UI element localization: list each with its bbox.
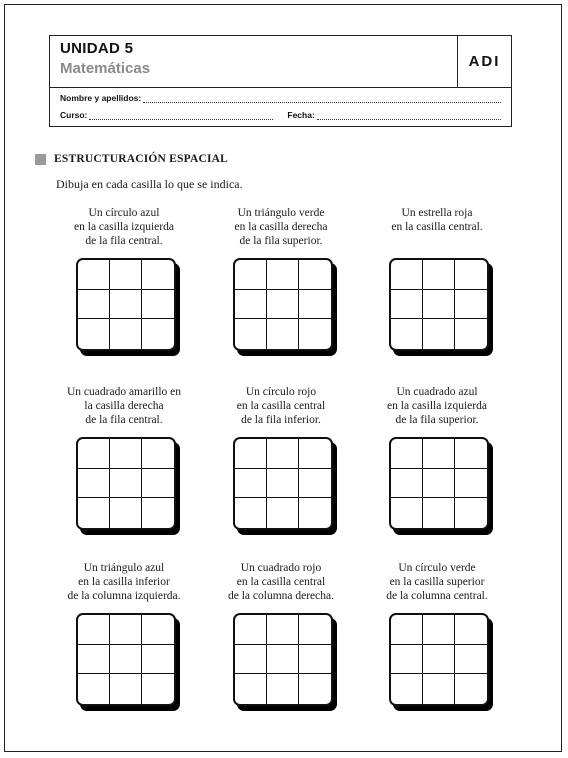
course-date-row xyxy=(60,110,501,120)
grid-cell[interactable] xyxy=(423,290,455,320)
grid-cell[interactable] xyxy=(391,615,423,645)
instruction-text: Dibuja en cada casilla lo que se indica. xyxy=(56,177,243,191)
grid-cell[interactable] xyxy=(391,498,423,528)
course-blank-line[interactable] xyxy=(89,111,273,120)
drawing-grid[interactable] xyxy=(389,613,496,713)
grid-cell[interactable] xyxy=(142,615,174,645)
grid-cell[interactable] xyxy=(455,319,487,349)
name-field[interactable] xyxy=(60,93,501,103)
grid-cell[interactable] xyxy=(455,498,487,528)
name-blank-line[interactable] xyxy=(143,94,501,103)
instruction-line: en la casilla derecha xyxy=(234,221,328,233)
grid-cell[interactable] xyxy=(267,260,299,290)
instruction-line: en la casilla superior xyxy=(389,576,485,588)
grid-cell[interactable] xyxy=(423,319,455,349)
instruction-line: en la casilla central. xyxy=(391,221,483,233)
exercise-instruction xyxy=(357,561,517,603)
instruction-line: la casilla derecha xyxy=(84,400,164,412)
grid-cell[interactable] xyxy=(391,260,423,290)
grid-cell[interactable] xyxy=(110,319,142,349)
grid-cell[interactable] xyxy=(142,290,174,320)
exercise-instruction xyxy=(201,561,361,603)
grid-cell[interactable] xyxy=(423,439,455,469)
grid-cell[interactable] xyxy=(299,319,331,349)
instruction-line: de la fila central. xyxy=(85,414,163,426)
grid-cell[interactable] xyxy=(78,645,110,675)
grid-cell[interactable] xyxy=(299,615,331,645)
course-label: Curso: xyxy=(60,110,88,120)
date-blank-line[interactable] xyxy=(317,111,501,120)
drawing-grid[interactable] xyxy=(389,437,496,537)
exercise-instruction xyxy=(44,385,204,427)
name-label: Nombre y apellidos: xyxy=(60,93,142,103)
grid-cell[interactable] xyxy=(391,469,423,499)
instruction-line: de la fila superior. xyxy=(395,414,479,426)
instruction-line: de la columna central. xyxy=(386,590,488,602)
grid-cell[interactable] xyxy=(423,469,455,499)
grid-cell[interactable] xyxy=(267,290,299,320)
grid-3x3 xyxy=(389,613,489,706)
grid-cell[interactable] xyxy=(455,439,487,469)
instruction-line: Un círculo rojo xyxy=(245,386,317,398)
grid-cell[interactable] xyxy=(455,290,487,320)
grid-cell[interactable] xyxy=(78,290,110,320)
grid-cell[interactable] xyxy=(78,674,110,704)
grid-cell[interactable] xyxy=(267,469,299,499)
instruction-line: en la casilla izquierda xyxy=(74,221,174,233)
grid-cell[interactable] xyxy=(78,615,110,645)
grid-3x3 xyxy=(76,613,176,706)
grid-cell[interactable] xyxy=(235,615,267,645)
grid-cell[interactable] xyxy=(423,260,455,290)
section-title: ESTRUCTURACIÓN ESPACIAL xyxy=(54,153,229,165)
instruction-line: Un círculo azul xyxy=(88,207,160,219)
grid-cell[interactable] xyxy=(110,439,142,469)
grid-cell[interactable] xyxy=(455,645,487,675)
grid-3x3 xyxy=(233,613,333,706)
grid-cell[interactable] xyxy=(423,674,455,704)
instruction-line: Un triángulo verde xyxy=(237,207,325,219)
grid-cell[interactable] xyxy=(235,260,267,290)
grid-3x3 xyxy=(233,437,333,530)
grid-cell[interactable] xyxy=(235,439,267,469)
drawing-grid[interactable] xyxy=(233,613,340,713)
grid-cell[interactable] xyxy=(235,645,267,675)
instruction-line: Un estrella roja xyxy=(401,207,473,219)
grid-cell[interactable] xyxy=(78,319,110,349)
unit-title: UNIDAD 5 xyxy=(60,40,134,57)
grid-cell[interactable] xyxy=(299,260,331,290)
drawing-grid[interactable] xyxy=(233,437,340,537)
grid-3x3 xyxy=(233,258,333,351)
grid-cell[interactable] xyxy=(423,498,455,528)
instruction-line xyxy=(357,234,517,248)
grid-cell[interactable] xyxy=(78,498,110,528)
grid-cell[interactable] xyxy=(78,469,110,499)
grid-3x3 xyxy=(76,437,176,530)
grid-cell[interactable] xyxy=(299,674,331,704)
grid-cell[interactable] xyxy=(235,319,267,349)
grid-cell[interactable] xyxy=(299,439,331,469)
instruction-line: Un cuadrado azul xyxy=(396,386,478,398)
grid-cell[interactable] xyxy=(235,674,267,704)
grid-cell[interactable] xyxy=(110,290,142,320)
grid-cell[interactable] xyxy=(423,645,455,675)
grid-cell[interactable] xyxy=(455,469,487,499)
drawing-grid[interactable] xyxy=(76,613,183,713)
grid-3x3 xyxy=(389,258,489,351)
instruction-line: en la casilla central xyxy=(236,576,326,588)
instruction-line: Un triángulo azul xyxy=(83,562,165,574)
exercise-instruction xyxy=(357,206,517,248)
grid-cell[interactable] xyxy=(142,645,174,675)
grid-cell[interactable] xyxy=(267,674,299,704)
grid-cell[interactable] xyxy=(455,260,487,290)
grid-cell[interactable] xyxy=(267,645,299,675)
instruction-line: de la fila central. xyxy=(85,235,163,247)
drawing-grid[interactable] xyxy=(389,258,496,358)
drawing-grid[interactable] xyxy=(233,258,340,358)
grid-cell[interactable] xyxy=(78,260,110,290)
grid-cell[interactable] xyxy=(391,439,423,469)
grid-cell[interactable] xyxy=(142,439,174,469)
grid-cell[interactable] xyxy=(142,319,174,349)
drawing-grid[interactable] xyxy=(76,437,183,537)
exercise-instruction xyxy=(44,561,204,603)
grid-3x3 xyxy=(389,437,489,530)
instruction-line: de la columna izquierda. xyxy=(67,590,181,602)
exercise-instruction xyxy=(201,206,361,248)
grid-3x3 xyxy=(76,258,176,351)
grid-cell[interactable] xyxy=(142,674,174,704)
grid-cell[interactable] xyxy=(78,439,110,469)
date-label: Fecha: xyxy=(287,110,315,120)
instruction-line: Un cuadrado amarillo en xyxy=(67,386,181,398)
instruction-line: de la columna derecha. xyxy=(228,590,334,602)
grid-cell[interactable] xyxy=(235,498,267,528)
grid-cell[interactable] xyxy=(455,615,487,645)
grid-cell[interactable] xyxy=(110,645,142,675)
grid-cell[interactable] xyxy=(110,674,142,704)
grid-cell[interactable] xyxy=(299,645,331,675)
grid-cell[interactable] xyxy=(110,498,142,528)
grid-cell[interactable] xyxy=(423,615,455,645)
drawing-grid[interactable] xyxy=(76,258,183,358)
grid-cell[interactable] xyxy=(235,290,267,320)
header-title-band xyxy=(50,36,511,88)
grid-cell[interactable] xyxy=(267,615,299,645)
instruction-line: de la fila inferior. xyxy=(241,414,321,426)
exercise-instruction xyxy=(44,206,204,248)
grid-cell[interactable] xyxy=(299,469,331,499)
section-marker xyxy=(35,154,46,165)
grid-cell[interactable] xyxy=(391,290,423,320)
instruction-line: de la fila superior. xyxy=(239,235,323,247)
level-code: ADI xyxy=(457,36,511,87)
grid-cell[interactable] xyxy=(299,498,331,528)
grid-cell[interactable] xyxy=(235,469,267,499)
subject-title: Matemáticas xyxy=(60,60,151,77)
grid-cell[interactable] xyxy=(267,498,299,528)
grid-cell[interactable] xyxy=(391,645,423,675)
grid-cell[interactable] xyxy=(299,290,331,320)
grid-cell[interactable] xyxy=(267,319,299,349)
grid-cell[interactable] xyxy=(142,469,174,499)
exercise-instruction xyxy=(357,385,517,427)
grid-cell[interactable] xyxy=(110,469,142,499)
instruction-line: en la casilla izquierda xyxy=(387,400,487,412)
grid-cell[interactable] xyxy=(110,615,142,645)
grid-cell[interactable] xyxy=(391,319,423,349)
instruction-line: en la casilla inferior xyxy=(78,576,170,588)
grid-cell[interactable] xyxy=(110,260,142,290)
exercise-instruction xyxy=(201,385,361,427)
instruction-line: Un cuadrado rojo xyxy=(240,562,322,574)
grid-cell[interactable] xyxy=(267,439,299,469)
grid-cell[interactable] xyxy=(455,674,487,704)
section-heading xyxy=(35,153,228,165)
instruction-line: Un círculo verde xyxy=(398,562,476,574)
grid-cell[interactable] xyxy=(391,674,423,704)
worksheet-header xyxy=(49,35,512,127)
grid-cell[interactable] xyxy=(142,260,174,290)
instruction-line: en la casilla central xyxy=(236,400,326,412)
grid-cell[interactable] xyxy=(142,498,174,528)
